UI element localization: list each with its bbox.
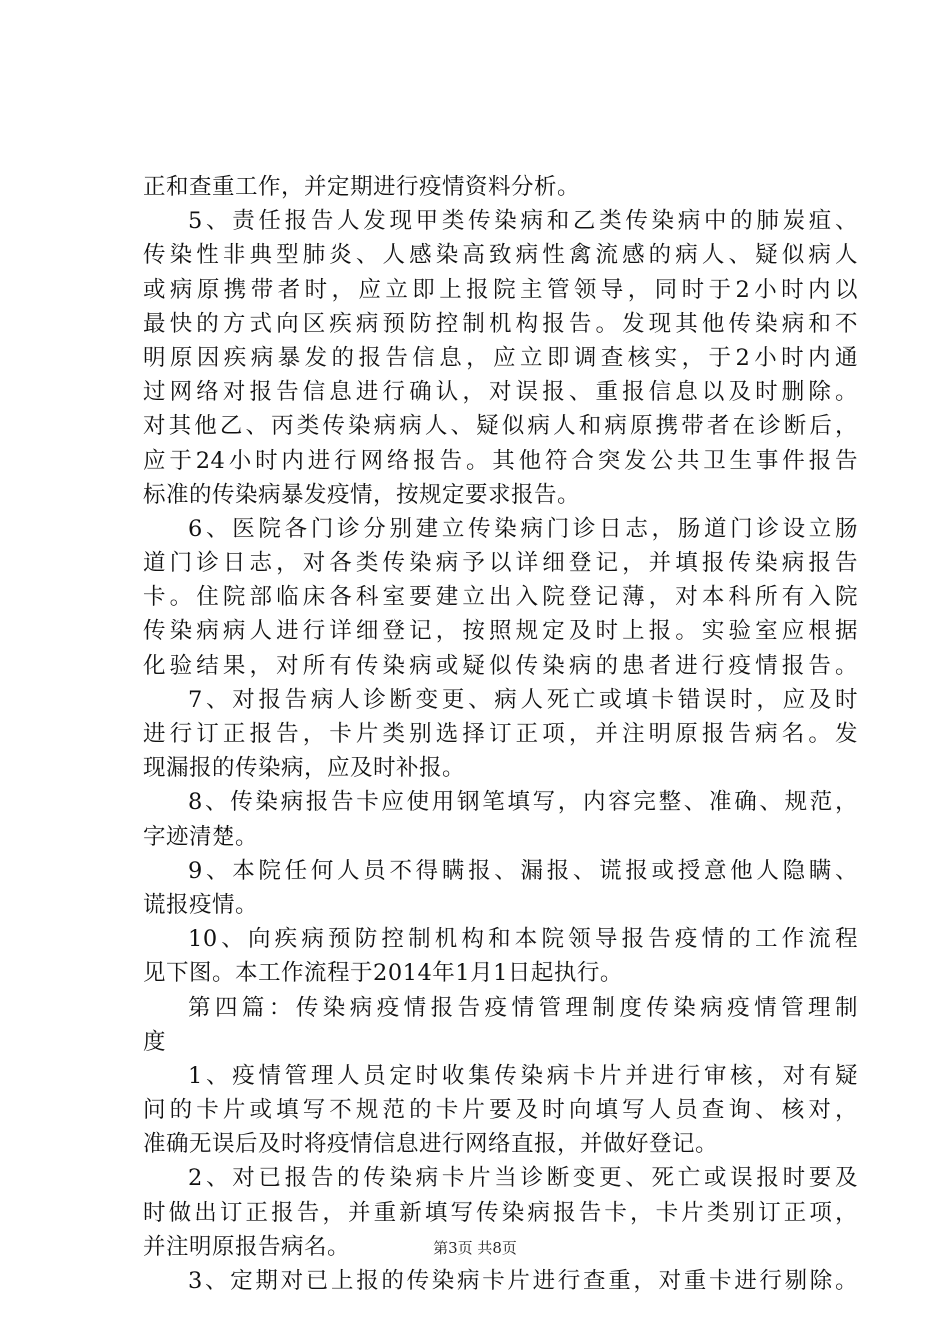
text-line: 字迹清楚。 — [143, 823, 259, 850]
text-line: 第四篇：传染病疫情报告疫情管理制度传染病疫情管理制 — [188, 994, 858, 1021]
text-line: 正和查重工作，并定期进行疫情资料分析。 — [143, 174, 581, 200]
text-line: 最快的方式向区疾病预防控制机构报告。发现其他传染病和不 — [143, 310, 858, 337]
text-line: 5、责任报告人发现甲类传染病和乙类传染病中的肺炭疽、 — [188, 208, 858, 235]
text-line: 现漏报的传染病，应及时补报。 — [143, 755, 466, 782]
text-line: 过网络对报告信息进行确认，对误报、重报信息以及时删除。 — [143, 379, 858, 406]
text-line: 明原因疾病暴发的报告信息，应立即调查核实，于2小时内通 — [143, 344, 858, 371]
text-line: 2、对已报告的传染病卡片当诊断变更、死亡或误报时要及 — [188, 1165, 858, 1192]
text-line: 准确无误后及时将疫情信息进行网络直报，并做好登记。 — [143, 1131, 719, 1158]
text-line: 6、医院各门诊分别建立传染病门诊日志，肠道门诊设立肠 — [188, 515, 858, 542]
text-line: 传染性非典型肺炎、人感染高致病性禽流感的病人、疑似病人 — [143, 242, 858, 269]
text-line: 9、本院任何人员不得瞒报、漏报、谎报或授意他人隐瞒、 — [188, 857, 858, 884]
text-line: 10、向疾病预防控制机构和本院领导报告疫情的工作流程 — [188, 926, 858, 953]
text-line: 度 — [143, 1028, 167, 1055]
page-footer: 第3页 共8页 — [433, 1239, 517, 1257]
text-line: 3、定期对已上报的传染病卡片进行查重，对重卡进行剔除。 — [188, 1268, 858, 1294]
text-line: 道门诊日志，对各类传染病予以详细登记，并填报传染病报告 — [143, 550, 858, 577]
text-line: 或病原携带者时，应立即上报院主管领导，同时于2小时内以 — [143, 276, 858, 303]
text-line: 进行订正报告，卡片类别选择订正项，并注明原报告病名。发 — [143, 721, 858, 747]
text-line: 谎报疫情。 — [143, 891, 259, 918]
text-line: 并注明原报告病名。 — [143, 1233, 351, 1260]
text-line: 见下图。本工作流程于2014年1月1日起执行。 — [143, 960, 623, 987]
text-line: 1、疫情管理人员定时收集传染病卡片并进行审核，对有疑 — [188, 1062, 858, 1089]
text-line: 卡。住院部临床各科室要建立出入院登记薄，对本科所有入院 — [143, 584, 858, 611]
text-line: 时做出订正报告，并重新填写传染病报告卡，卡片类别订正项， — [143, 1199, 858, 1226]
text-line: 8、传染病报告卡应使用钢笔填写，内容完整、准确、规范， — [188, 789, 858, 816]
document-body — [143, 170, 858, 1298]
text-line: 应于24小时内进行网络报告。其他符合突发公共卫生事件报告 — [143, 447, 858, 474]
text-line: 7、对报告病人诊断变更、病人死亡或填卡错误时，应及时 — [188, 686, 858, 713]
text-line: 标准的传染病暴发疫情，按规定要求报告。 — [143, 481, 581, 508]
text-line: 化验结果，对所有传染病或疑似传染病的患者进行疫情报告。 — [143, 652, 858, 679]
text-line: 传染病病人进行详细登记，按照规定及时上报。实验室应根据 — [143, 618, 858, 645]
text-line: 问的卡片或填写不规范的卡片要及时向填写人员查询、核对， — [143, 1097, 858, 1124]
text-line: 对其他乙、丙类传染病病人、疑似病人和病原携带者在诊断后， — [143, 413, 858, 440]
